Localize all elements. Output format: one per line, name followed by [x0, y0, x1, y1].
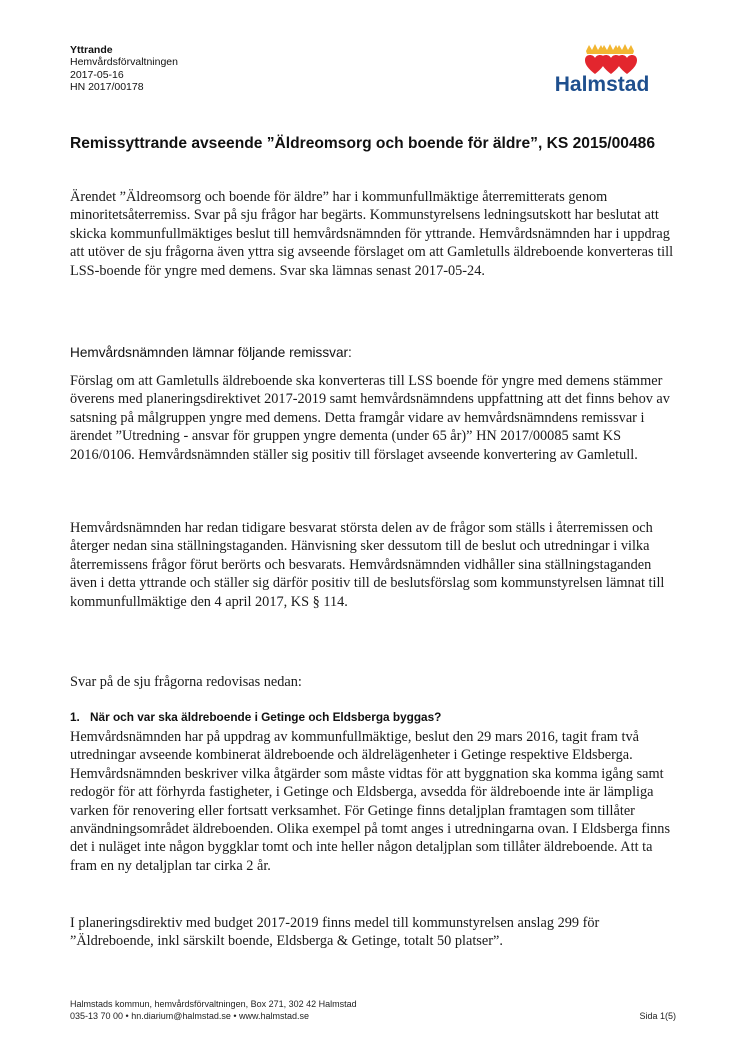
- question-1-heading: [70, 710, 441, 724]
- response-paragraph-2: Hemvårdsnämnden har redan tidigare besvarat största delen av de frågor som ställs i återremissen och återger nedan sina ställningstaganden. Hänvisning sker dessutom till de beslut och utredningar i vilka återremissens frågor förut berörts och besvarats. Hemvårdsnämnden vidhåller sina ställningstaganden även i detta yttrande och ställer sig därför positiv till de beslutsförslag som kommunstyrelsen lämnat till kommunfullmäktige den 4 april 2017, KS § 114.: [70, 520, 665, 610]
- page-number: Sida 1(5): [639, 1010, 676, 1021]
- response-paragraph-1: Förslag om att Gamletulls äldreboende ska konverteras till LSS boende för yngre med demens stämmer överens med planeringsdirektivet 2017-2019 samt hemvårdsnämndens uppfattning att det finns behov av satsning på målgruppen yngre med demens. Detta framgår vidare av hemvårdsnämndens remissvar i ärendet ”Utredning - ansvar för gruppen yngre dementa (under 65 år)” HN 2017/00085 samt KS 2016/0106. Hemvårdsnämnden ställer sig positiv till förslaget avseende konvertering av Gamletull.: [70, 373, 670, 463]
- reference-number: HN 2017/00178: [70, 81, 144, 94]
- footer-contact: 035-13 70 00 • hn.diarium@halmstad.se • www.halmstad.se: [70, 1010, 310, 1021]
- document-header: [70, 44, 178, 94]
- answer-1b-paragraph: I planeringsdirektiv med budget 2017-2019 finns medel till kommunstyrelsen anslag 299 för ”Äldreboende, inkl särskilt boende, Eldsberga & Getinge, totalt 50 platser”.: [70, 915, 600, 950]
- document-date: 2017-05-16: [70, 68, 124, 81]
- logo-wordmark: Halmstad: [554, 73, 650, 96]
- halmstad-logo: [546, 42, 658, 98]
- response-subheading: Hemvårdsnämnden lämnar följande remissvar:: [70, 345, 352, 360]
- document-title: Remissyttrande avseende ”Äldreomsorg och boende för äldre”, KS 2015/00486: [70, 135, 655, 152]
- answer-1-paragraph: Hemvårdsnämnden har på uppdrag av kommunfullmäktige, beslut den 29 mars 2016, tagit fram två utredningar avseende kombinerat äldreboende och äldrelägenheter i Getinge respektive Eldsberga. Hemvårdsnämnden beskriver vilka åtgärder som måste vidtas för att byggnation ska komma igång samt redogör för att förhyrda fastigheter, i Getinge och Eldsberga, avsedda för äldreboende inte är lämpliga varken för renovering eller fortsatt verksamhet. För Getinge finns detaljplan framtagen som tillåter användningsområdet äldreboenden. Olika exempel på tomt anges i utredningarna ovan. I Eldsberga finns det i nuläget inte någon byggklar tomt och inte heller någon detaljplan som tillåter äldreboende. Att ta fram en ny detaljplan tar cirka 2 år.: [70, 729, 671, 874]
- crowns-hearts-icon: [546, 42, 658, 76]
- answers-intro: Svar på de sju frågorna redovisas nedan:: [70, 674, 302, 690]
- question-1-text: När och var ska äldreboende i Getinge och Eldsberga byggas?: [90, 710, 442, 724]
- document-type: Yttrande: [70, 44, 113, 56]
- footer-address: Halmstads kommun, hemvårdsförvaltningen, Box 271, 302 42 Halmstad: [70, 999, 357, 1009]
- department-name: Hemvårdsförvaltningen: [70, 56, 178, 69]
- question-1-number: 1.: [70, 710, 80, 724]
- intro-paragraph: Ärendet ”Äldreomsorg och boende för äldre” har i kommunfullmäktige återremitterats genom minoritetsåterremiss. Svar på sju frågor har begärts. Kommunstyrelsens ledningsutskott har beslutat att skicka kommunfullmäktiges beslut till hemvårdsnämnden för yttrande. Hemvårdsnämnden har i uppdrag att utöver de sju frågorna även yttra sig avseende förslaget om att Gamletulls äldreboende konverteras till LSS-boende för yngre med demens. Svar ska lämnas senast 2017-05-24.: [70, 189, 674, 279]
- page-footer: [70, 999, 676, 1022]
